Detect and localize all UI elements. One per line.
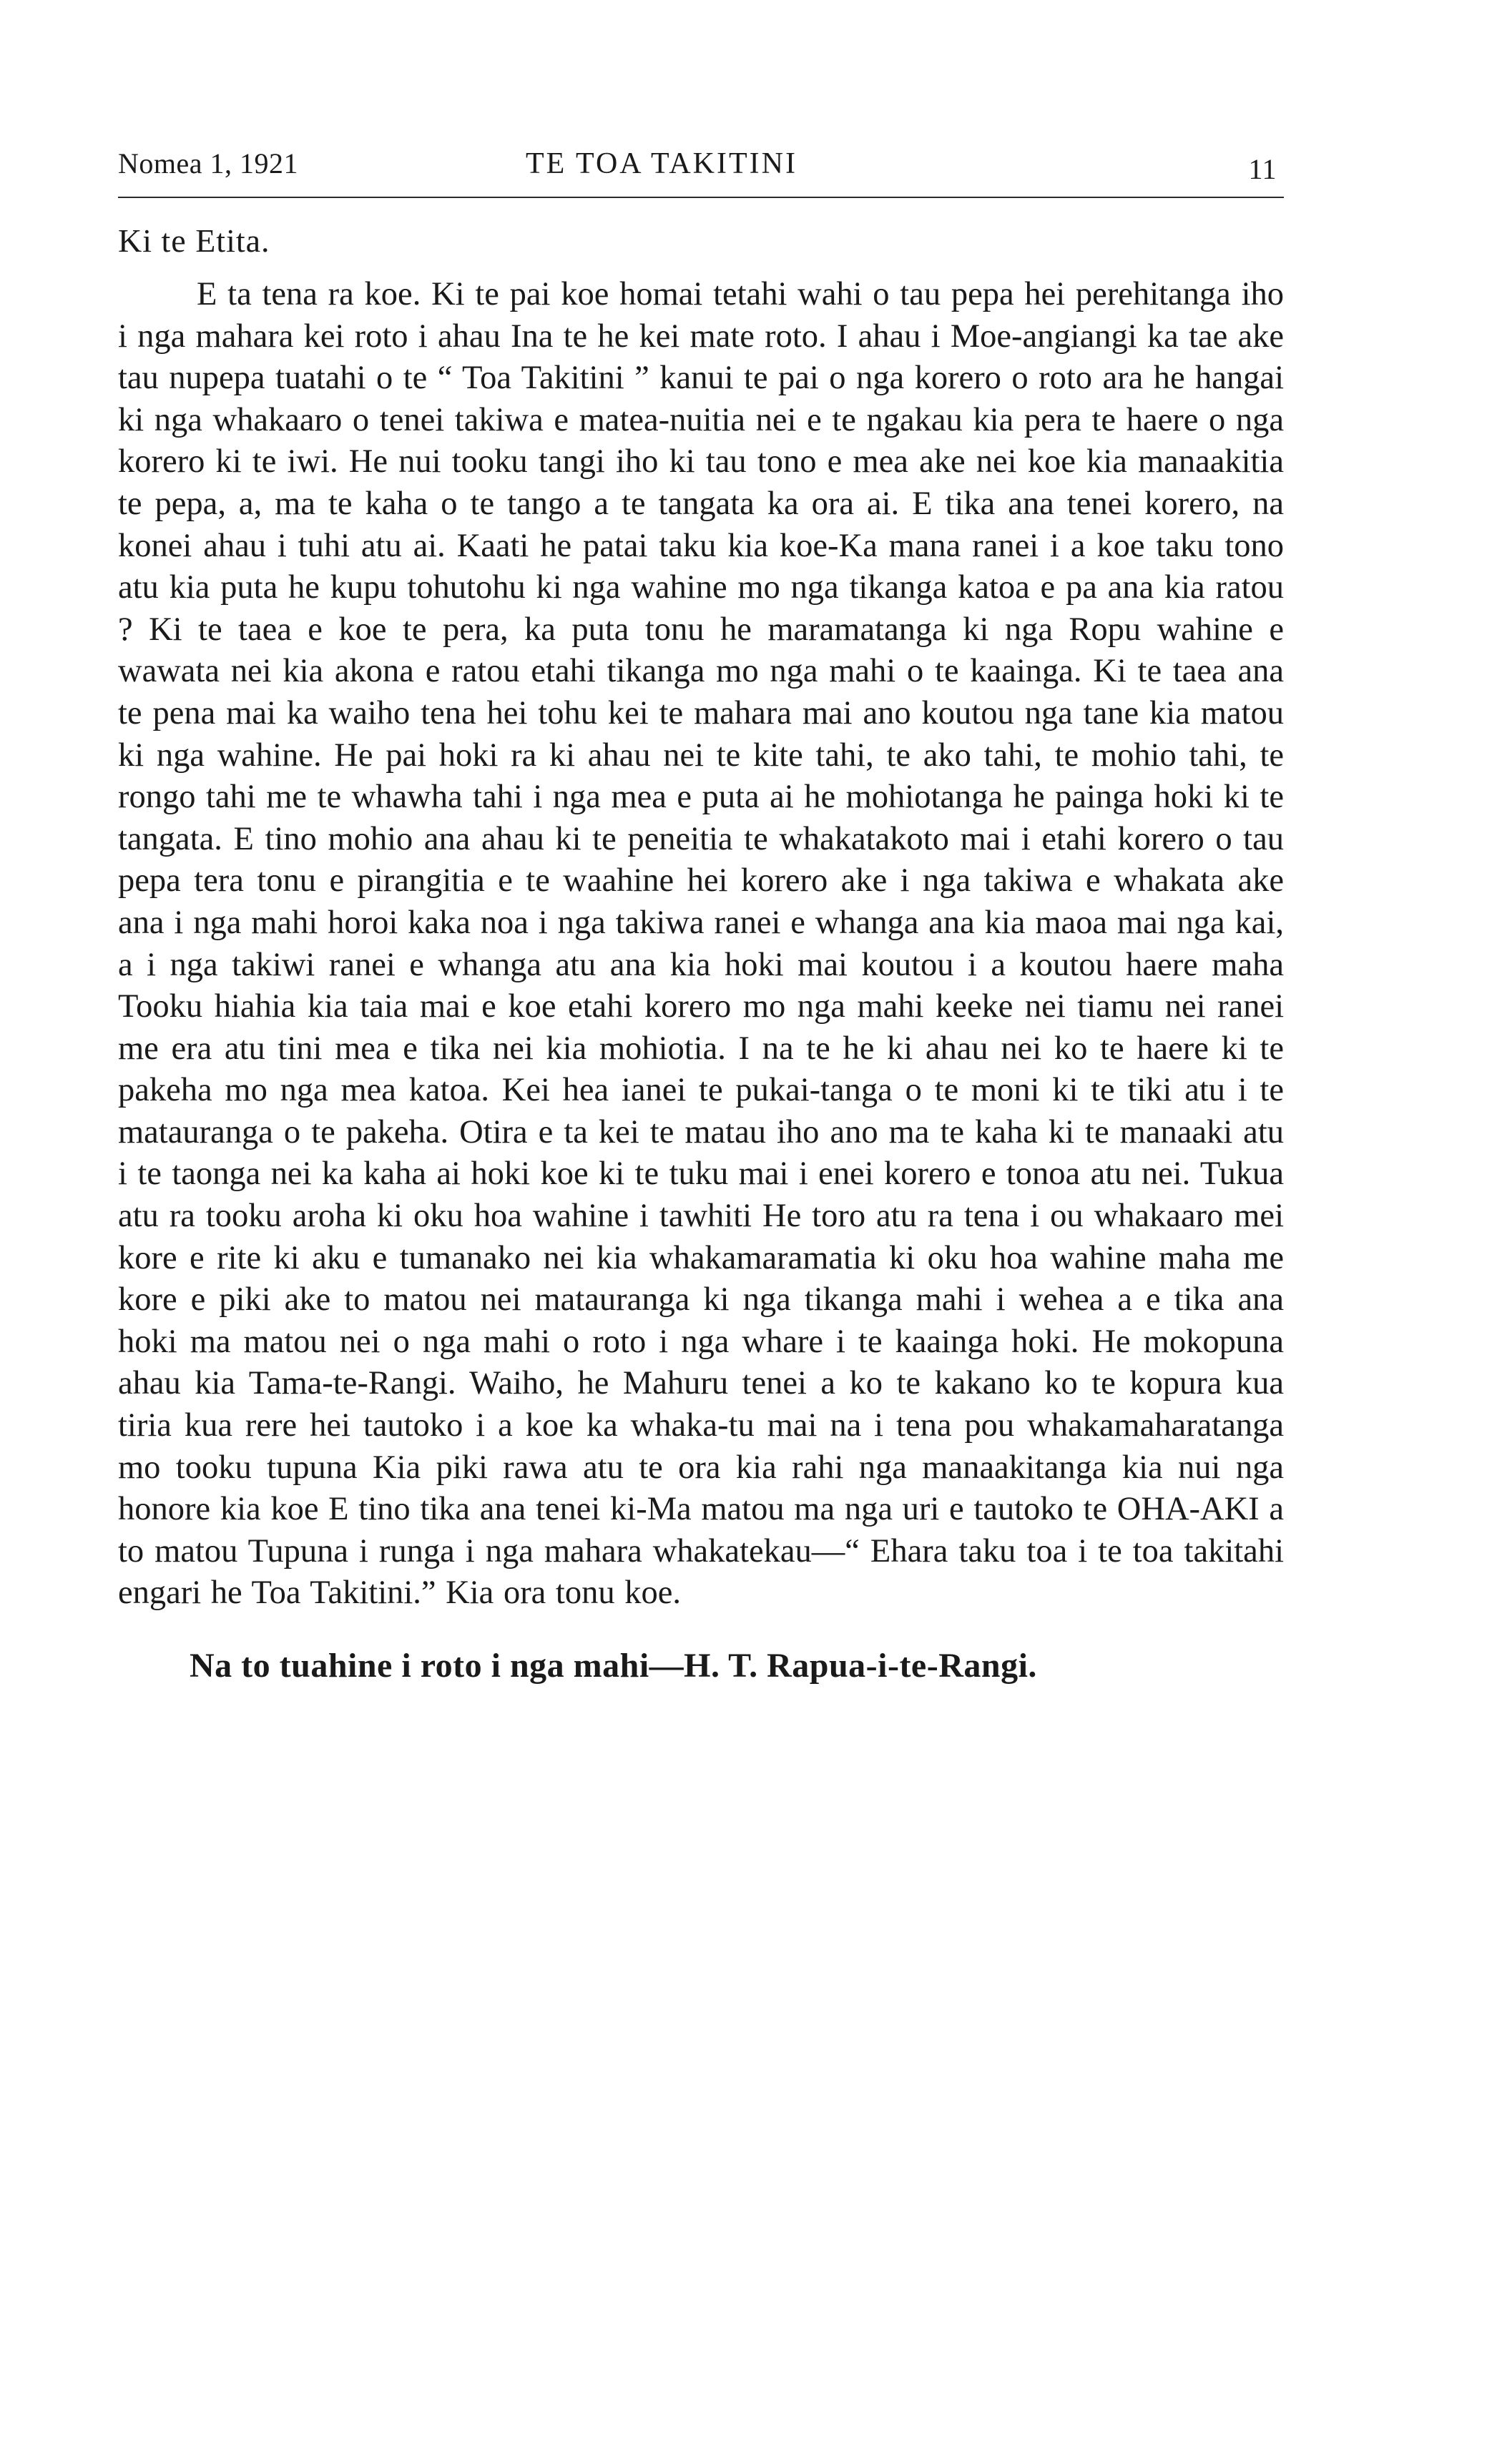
letter-salutation: Ki te Etita. [118, 222, 270, 259]
letter-signature: Na to tuahine i roto i nga mahi—H. T. Rapua-i-te-Rangi. [190, 1647, 1037, 1685]
page-number: 11 [1248, 153, 1277, 185]
header-rule [118, 197, 1284, 198]
publication-title: TE TOA TAKITINI [526, 147, 797, 180]
letter-body: E ta tena ra koe. Ki te pai koe homai tetahi wahi o tau pepa hei perehitanga iho i nga mahara kei roto i ahau Ina te he kei mate roto. I ahau i Moe-angiangi ka tae ake tau nupepa tuatahi o te “ Toa Takitini ” kanui te pai o nga korero o roto ara he hangai ki nga whakaaro o tenei takiwa e matea-nuitia nei e te ngakau kia pera te haere o nga korero ki te iwi. He nui tooku tangi iho ki tau tono e mea ake nei koe kia manaakitia te pepa, a, ma te kaha o te tango a te tangata ka ora ai. E tika ana tenei korero, na konei ahau i tuhi atu ai. Kaati he patai taku kia koe-Ka mana ranei i a koe taku tono atu kia puta he kupu tohutohu ki nga wahine mo nga tikanga katoa e pa ana kia ratou ? Ki te taea e koe te pera, ka puta tonu he maramatanga ki nga Ropu wahine e wawata nei kia akona e ratou etahi tikanga mo nga mahi o te kaainga. Ki te taea ana te pena mai ka waiho tena hei tohu kei te mahara mai ano koutou nga tane kia matou ki nga wahine. He pai hoki ra ki ahau nei te kite tahi, te ako tahi, te mohio tahi, te rongo tahi me te whawha tahi i nga mea e puta ai he mohiotanga he painga hoki ki te tangata. E tino mohio ana ahau ki te peneitia te whakatakoto mai i etahi korero o tau pepa tera tonu e pirangitia e te waahine hei korero ake i nga takiwa e whakata ake ana i nga mahi horoi kaka noa i nga takiwa ranei e whanga ana kia maoa mai nga kai, a i nga takiwi ranei e whanga atu ana kia hoki mai koutou i a koutou haere maha Tooku hiahia kia taia mai e koe etahi korero mo nga mahi keeke nei tiamu nei ranei me era atu tini mea e tika nei kia mohiotia. I na te he ki ahau nei ko te haere ki te pakeha mo nga mea katoa. Kei hea ianei te pukai-tanga o te moni ki te tiki atu i te matauranga o te pakeha. Otira e ta kei te matau iho ano ma te kaha ki te manaaki atu i te taonga nei ka kaha ai hoki koe ki te tuku mai i enei korero e tonoa atu nei. Tukua atu ra tooku aroha ki oku hoa wahine i tawhiti He toro atu ra tena i ou whakaaro mei kore e rite ki aku e tumanako nei kia whakamaramatia ki oku hoa wahine maha me kore e piki ake to matou nei matauranga ki nga tikanga mahi i wehea a e tika ana hoki ma matou nei o nga mahi o roto i nga whare i te kaainga hoki. He mokopuna ahau kia Tama-te-Rangi. Waiho, he Mahuru tenei a ko te kakano ko te kopura kua tiria kua rere hei tautoko i a koe ka whaka-tu mai na i tena pou whakamaharatanga mo tooku tupuna Kia piki rawa atu te ora kia rahi nga manaakitanga kia nui nga honore kia koe E tino tika ana tenei ki-Ma matou ma nga uri e tautoko te OHA-AKI a to matou Tupuna i runga i nga mahara whakatekau—“ Ehara taku toa i te toa takitahi engari he Toa Takitini.” Kia ora tonu koe. [118, 276, 1284, 1612]
running-head [118, 147, 1284, 197]
issue-date: Nomea 1, 1921 [118, 147, 299, 179]
newspaper-page [118, 147, 1284, 1689]
